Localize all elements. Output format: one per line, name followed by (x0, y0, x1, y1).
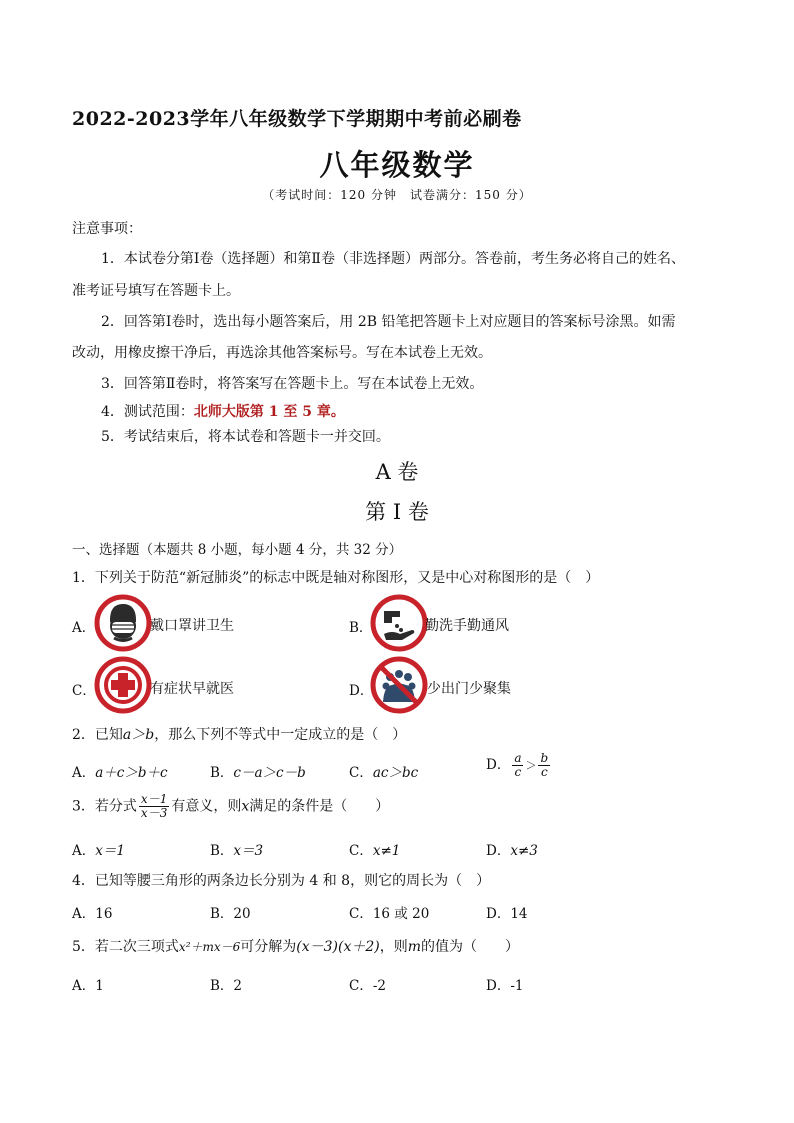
q1-option-c-letter: C． (72, 683, 96, 699)
q5-option-c (349, 974, 386, 994)
q3-stem-post: 满足的条件是（ ） (249, 798, 390, 815)
q3-option-b-letter: B． (210, 843, 234, 859)
q2-option-c-letter: C． (349, 765, 373, 781)
q1-option-a-letter: A． (72, 620, 96, 636)
q2-d-left-fraction (512, 752, 523, 779)
hand-washing-icon (370, 594, 428, 652)
q2-option-b (210, 761, 306, 781)
q5-stem-mid: 可分解为 (240, 939, 297, 955)
note-item-2-line-1: 2．回答第Ⅰ卷时，选出每小题答案后，用 2B 铅笔把答题卡上对应题目的答案标号涂黑。如需 (101, 314, 676, 330)
q3-fraction-denominator: x－3 (140, 806, 168, 820)
volume-a-title: A 卷 (375, 460, 419, 484)
q5-option-c-value: -2 (372, 978, 386, 994)
q5-polynomial: x²＋mx－6 (178, 940, 241, 954)
notes-heading: 注意事项： (72, 221, 142, 237)
medical-cross-icon (94, 656, 152, 714)
q3-option-d-letter: D． (486, 843, 511, 859)
q2-option-a (72, 761, 168, 781)
q3-option-a-math: x＝1 (95, 843, 125, 859)
crowd-prohibited-icon (370, 656, 428, 714)
q3-option-d-math: x≠3 (510, 843, 538, 859)
q3-option-b (210, 839, 263, 859)
q5-option-d (486, 974, 523, 994)
q4-option-b-letter: B． (210, 906, 234, 922)
q2-option-a-math: a＋c＞b＋c (95, 765, 168, 781)
q4-option-d-letter: D． (486, 906, 511, 922)
q5-stem-pre: 5．若二次三项式 (72, 939, 179, 955)
q4-option-b (210, 902, 251, 922)
q4-option-d-value: 14 (510, 906, 528, 922)
q5-stem (72, 936, 519, 956)
q2-d-operator: ＞ (525, 759, 537, 772)
q1-option-b-letter: B． (349, 620, 373, 636)
q2-d-left-denominator: c (514, 765, 522, 779)
q1-option-d-label: 少出门少聚集 (427, 681, 511, 697)
q2-option-a-letter: A． (72, 765, 96, 781)
q2-d-left-numerator: a (514, 751, 522, 765)
series-title: 2022-2023学年八年级数学下学期期中考前必刷卷 (72, 108, 522, 130)
note-item-1-line-2: 准考证号填写在答题卡上。 (72, 283, 240, 299)
q5-stem-mid2: ，则 (379, 939, 408, 955)
q4-stem: 4．已知等腰三角形的两条边长分别为 4 和 8，则它的周长为（ ） (72, 873, 491, 889)
q4-option-a (72, 902, 112, 922)
q2-d-right-numerator: b (540, 751, 549, 765)
q1-option-b-label: 勤洗手勤通风 (425, 618, 509, 634)
q1-option-a-label: 戴口罩讲卫生 (150, 618, 234, 634)
page-title: 八年级数学 (319, 148, 475, 182)
note-item-5: 5．考试结束后，将本试卷和答题卡一并交回。 (101, 429, 390, 445)
part-one-title: 第 I 卷 (365, 500, 429, 524)
q5-option-b-value: 2 (233, 978, 243, 994)
note-item-1-line-1: 1．本试卷分第Ⅰ卷（选择题）和第Ⅱ卷（非选择题）两部分。答卷前，考生务必将自己的姓名、 (101, 251, 685, 267)
note-item-4-prefix: 4．测试范围： (101, 404, 194, 420)
q5-stem-post: 的值为（ ） (421, 939, 520, 955)
q2-d-right-denominator: c (540, 765, 548, 779)
q2-option-b-math: c－a＞c－b (233, 765, 306, 781)
q3-stem-pre: 3．若分式 (72, 798, 137, 815)
q2-stem-pre: 2．已知 (72, 727, 123, 743)
q5-option-c-letter: C． (349, 978, 373, 994)
q3-stem (72, 793, 389, 820)
q2-option-c-math: ac＞bc (372, 765, 419, 781)
q2-stem-post: ，那么下列不等式中一定成立的是（ ） (154, 727, 407, 743)
q2-d-right-fraction (538, 752, 550, 779)
q2-condition: a＞b (122, 727, 155, 743)
q5-option-a-letter: A． (72, 978, 96, 994)
q4-option-b-value: 20 (233, 906, 251, 922)
q4-option-a-letter: A． (72, 906, 96, 922)
q3-option-c-letter: C． (349, 843, 373, 859)
q1-stem: 1．下列关于防范“新冠肺炎”的标志中既是轴对称图形，又是中心对称图形的是（ ） (72, 570, 600, 586)
q2-option-d-letter: D． (486, 757, 511, 773)
q5-factorization: (x－3)(x＋2) (296, 939, 380, 955)
q3-stem-mid: 有意义，则 (171, 798, 242, 815)
q4-option-c-letter: C． (349, 906, 373, 922)
q5-option-b (210, 974, 242, 994)
q3-variable: x (241, 798, 250, 815)
q5-option-b-letter: B． (210, 978, 234, 994)
q3-option-c-math: x≠1 (372, 843, 401, 859)
note-item-3: 3．回答第Ⅱ卷时，将答案写在答题卡上。写在本试卷上无效。 (101, 376, 484, 392)
note-item-4 (101, 401, 345, 421)
mask-face-icon (94, 594, 152, 652)
test-scope: 北师大版第 1 至 5 章。 (193, 404, 345, 420)
q2-option-d (486, 752, 552, 779)
q2-stem (72, 724, 406, 744)
q3-option-a (72, 839, 125, 859)
q4-option-c (349, 902, 429, 922)
q3-option-b-math: x＝3 (233, 843, 264, 859)
q3-option-d (486, 839, 538, 859)
q3-option-c (349, 839, 400, 859)
q2-option-b-letter: B． (210, 765, 234, 781)
q4-option-d (486, 902, 528, 922)
q5-option-d-value: -1 (510, 978, 524, 994)
q2-option-c (349, 761, 418, 781)
q5-variable: m (407, 939, 422, 955)
q5-option-a (72, 974, 104, 994)
q5-option-a-value: 1 (95, 978, 104, 994)
q3-option-a-letter: A． (72, 843, 96, 859)
q4-option-a-value: 16 (95, 906, 113, 922)
q4-option-c-value: 16 或 20 (372, 906, 430, 922)
q3-fraction (139, 793, 169, 820)
choice-section-heading: 一、选择题（本题共 8 小题，每小题 4 分，共 32 分） (72, 542, 403, 558)
q1-option-d-letter: D． (349, 683, 374, 699)
exam-time-info: （考试时间：120 分钟 试卷满分：150 分） (262, 188, 532, 202)
q3-fraction-numerator: x－1 (140, 792, 168, 806)
note-item-2-line-2: 改动，用橡皮擦干净后，再选涂其他答案标号。写在本试卷上无效。 (72, 345, 492, 361)
q5-option-d-letter: D． (486, 978, 511, 994)
q1-option-c-label: 有症状早就医 (150, 681, 234, 697)
